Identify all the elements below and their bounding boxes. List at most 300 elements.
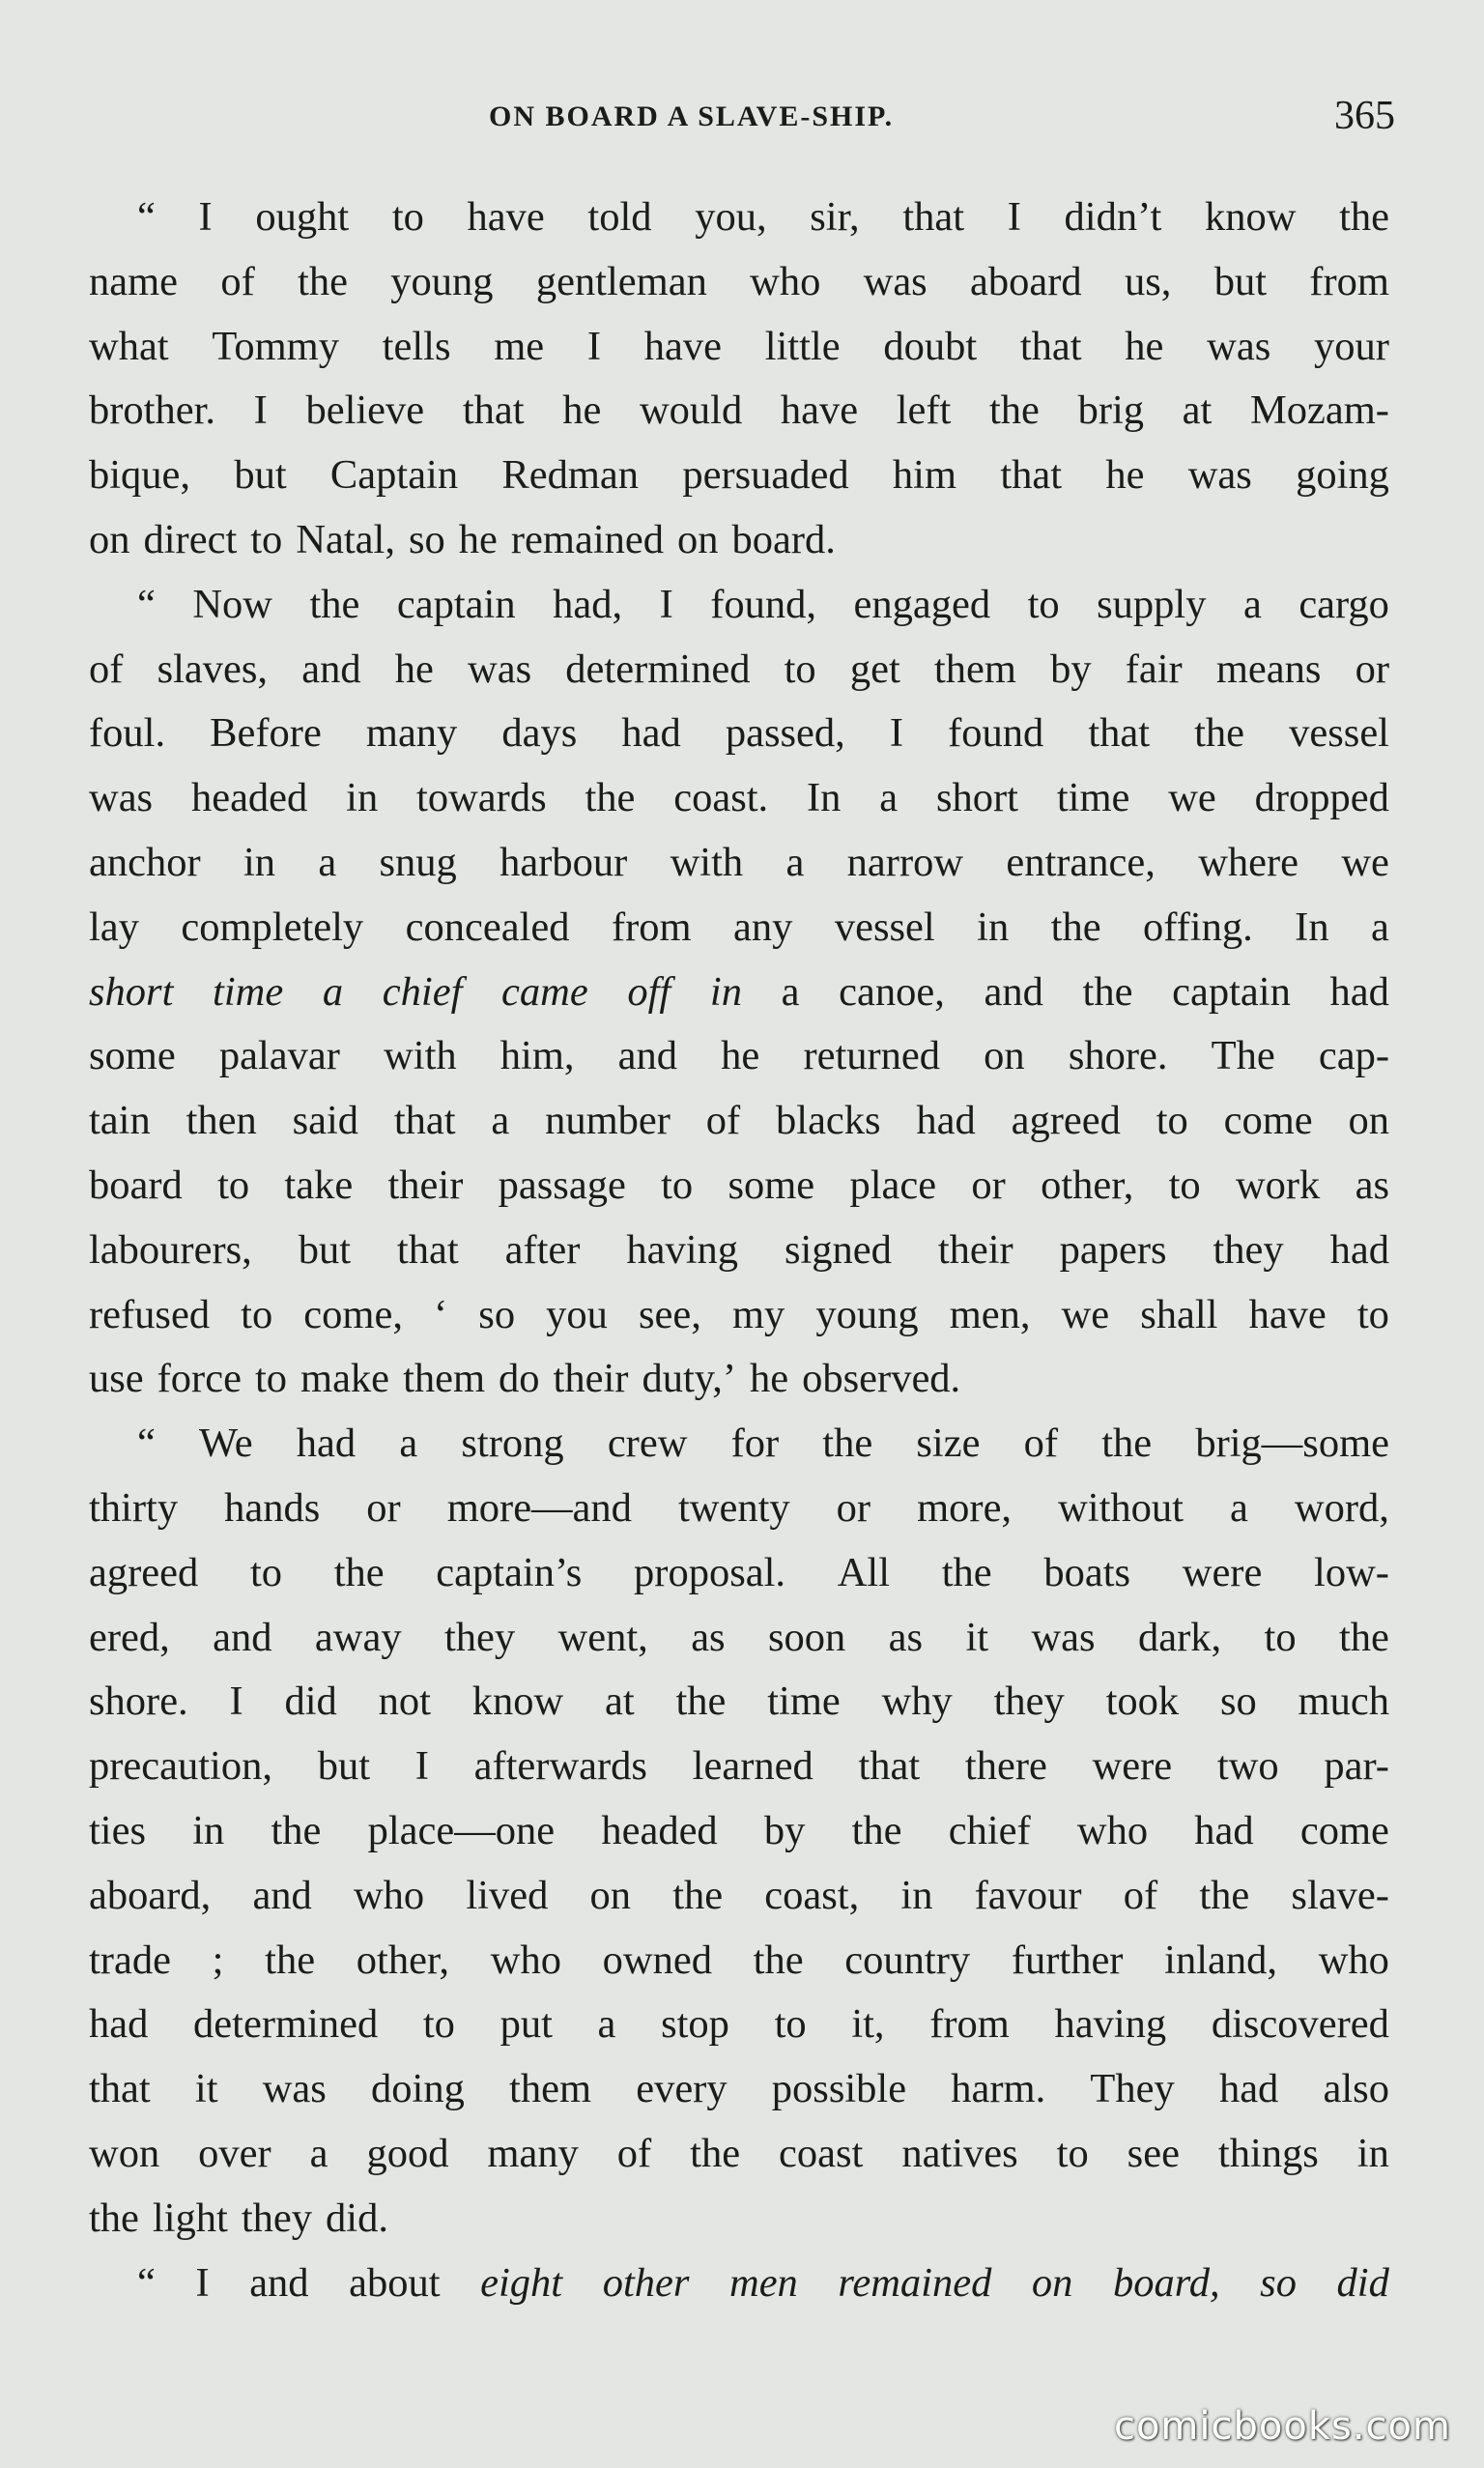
word: was xyxy=(89,775,154,821)
word: a xyxy=(399,1421,418,1467)
word: lay xyxy=(89,904,139,950)
word: lived xyxy=(466,1872,549,1918)
word: harbour xyxy=(499,839,628,885)
word: make xyxy=(300,1356,390,1402)
word: men xyxy=(729,2259,798,2306)
word: have xyxy=(467,194,545,240)
word: crew xyxy=(607,1421,688,1467)
word: to xyxy=(1356,1291,1389,1337)
word: tells xyxy=(382,323,451,369)
word: work xyxy=(1235,1162,1321,1208)
body-text xyxy=(89,186,1389,2315)
word: told xyxy=(587,194,652,240)
word: it xyxy=(194,2066,218,2112)
word: discovered xyxy=(1211,2001,1389,2048)
word: shore. xyxy=(89,1679,188,1725)
word: good xyxy=(366,2130,449,2176)
word: observed. xyxy=(802,1356,961,1402)
word: having xyxy=(626,1226,739,1273)
word: he xyxy=(1125,323,1164,369)
word: come, xyxy=(303,1291,403,1337)
word: remained xyxy=(838,2259,992,2306)
word: had xyxy=(621,710,681,757)
word: their xyxy=(553,1356,629,1402)
word: size xyxy=(916,1421,981,1467)
word: canoe, xyxy=(839,968,945,1015)
word: every xyxy=(636,2066,728,2112)
word: time xyxy=(767,1679,841,1725)
word: from xyxy=(929,2001,1010,2048)
word: that xyxy=(396,1226,459,1273)
word: a xyxy=(491,1098,510,1144)
text-line xyxy=(89,1154,1389,1219)
text-line xyxy=(89,444,1389,508)
word: but xyxy=(317,1743,371,1790)
word: I xyxy=(253,387,268,434)
word: was xyxy=(1187,452,1252,499)
word: in xyxy=(977,904,1010,950)
word: without xyxy=(1058,1484,1184,1531)
word: so xyxy=(478,1291,516,1337)
word: believe xyxy=(305,387,425,434)
text-line xyxy=(89,2252,1389,2316)
word: board xyxy=(89,1162,183,1208)
word: we xyxy=(1168,775,1216,821)
word: captain’s xyxy=(436,1549,583,1595)
word: as xyxy=(691,1614,726,1660)
word: after xyxy=(504,1226,581,1273)
text-line xyxy=(89,766,1389,831)
word: time xyxy=(1056,775,1130,821)
text-line xyxy=(89,1735,1389,1799)
word: me xyxy=(494,323,545,369)
word: foul. xyxy=(89,710,166,757)
word: Now xyxy=(192,581,272,627)
word: having xyxy=(1054,2001,1167,2048)
word: come xyxy=(1223,1098,1313,1144)
word: I xyxy=(229,1679,243,1725)
text-line xyxy=(89,1929,1389,1994)
word: to xyxy=(1264,1614,1297,1660)
word: had, xyxy=(553,581,623,627)
word: soon xyxy=(767,1614,846,1660)
word: take xyxy=(284,1162,354,1208)
text-line xyxy=(89,508,1389,573)
word: know xyxy=(471,1679,564,1725)
word: trade xyxy=(89,1937,171,1983)
word: country xyxy=(844,1937,971,1983)
word: learned xyxy=(692,1743,813,1790)
word: they xyxy=(443,1614,516,1660)
word: it xyxy=(965,1614,989,1660)
text-line xyxy=(89,2057,1389,2122)
word: to xyxy=(1156,1098,1188,1144)
word: to xyxy=(391,194,424,240)
word: off xyxy=(627,968,671,1015)
word: the xyxy=(941,1549,992,1595)
word: of xyxy=(1123,1872,1158,1918)
text-line xyxy=(89,379,1389,444)
word: so xyxy=(1260,2259,1297,2306)
word: took xyxy=(1105,1679,1180,1725)
word: number xyxy=(545,1098,671,1144)
word: dark, xyxy=(1137,1614,1222,1660)
word: par- xyxy=(1324,1743,1389,1790)
word: didn’t xyxy=(1064,194,1162,240)
word: from xyxy=(1309,258,1389,304)
running-title: ON BOARD A SLAVE-SHIP. xyxy=(489,100,895,132)
word: that xyxy=(393,1098,456,1144)
word: had xyxy=(1329,968,1389,1015)
word: determined xyxy=(565,646,751,692)
word: were xyxy=(1092,1743,1173,1790)
word: they xyxy=(993,1679,1065,1725)
word: other, xyxy=(1041,1162,1134,1208)
word: much xyxy=(1298,1679,1389,1725)
word: means xyxy=(1215,646,1322,692)
word: the xyxy=(690,2130,741,2176)
word: then xyxy=(186,1098,257,1144)
word: days xyxy=(501,710,578,757)
word: signed xyxy=(784,1226,892,1273)
word: your xyxy=(1313,323,1389,369)
word: them xyxy=(933,646,1016,692)
word: said xyxy=(292,1098,359,1144)
word: and xyxy=(249,2259,309,2306)
word: snug xyxy=(379,839,457,885)
word: towards xyxy=(416,775,547,821)
word: brig—some xyxy=(1195,1421,1389,1467)
word: direct xyxy=(143,516,238,562)
word: do xyxy=(499,1356,540,1402)
word: about xyxy=(349,2259,441,2306)
word: was xyxy=(262,2066,327,2112)
word: would xyxy=(639,387,743,434)
word: other, xyxy=(356,1937,450,1983)
word: to xyxy=(1168,1162,1201,1208)
word: found xyxy=(948,710,1044,757)
word: the xyxy=(298,258,348,304)
word: completely xyxy=(181,904,364,950)
word: In xyxy=(807,775,842,821)
word: what xyxy=(89,323,169,369)
text-line xyxy=(89,1219,1389,1283)
word: offing. xyxy=(1143,904,1253,950)
word: ought xyxy=(255,194,350,240)
word: brig xyxy=(1077,387,1145,434)
word: I xyxy=(414,1743,429,1790)
word: have xyxy=(780,387,859,434)
word: that xyxy=(902,194,965,240)
word: dropped xyxy=(1254,775,1389,821)
word: of xyxy=(89,646,124,692)
word: who xyxy=(1076,1807,1149,1853)
text-line xyxy=(89,1541,1389,1606)
text-line xyxy=(89,1283,1389,1348)
text-line xyxy=(89,186,1389,250)
text-line xyxy=(89,573,1389,638)
word: slave- xyxy=(1291,1872,1389,1918)
word: boats xyxy=(1043,1549,1131,1595)
text-line xyxy=(89,1670,1389,1735)
word: papers xyxy=(1059,1226,1167,1273)
word: twenty xyxy=(677,1484,790,1531)
word: favour xyxy=(974,1872,1082,1918)
word: engaged xyxy=(853,581,991,627)
word: the xyxy=(265,1937,316,1983)
word: he xyxy=(394,646,434,692)
word: Redman xyxy=(501,452,640,499)
word: low- xyxy=(1314,1549,1389,1595)
word: ; xyxy=(212,1937,224,1983)
word: shore. xyxy=(1068,1033,1168,1079)
text-line xyxy=(89,2187,1389,2252)
word: the xyxy=(1101,1421,1153,1467)
word: entrance, xyxy=(1006,839,1156,885)
word: away xyxy=(314,1614,402,1660)
word: brother. xyxy=(89,387,216,434)
word: coast xyxy=(779,2130,864,2176)
text-line xyxy=(89,250,1389,315)
word: where xyxy=(1198,839,1299,885)
word: gentleman xyxy=(535,258,707,304)
word: ties xyxy=(89,1807,147,1853)
word: passage xyxy=(498,1162,626,1208)
word: also xyxy=(1323,2066,1389,2112)
word: short xyxy=(89,968,174,1015)
word: on xyxy=(1031,2259,1073,2306)
word: we xyxy=(1341,839,1389,885)
word: as xyxy=(1355,1162,1389,1208)
word: came xyxy=(501,968,588,1015)
word: eight xyxy=(480,2259,563,2306)
word: the xyxy=(1050,904,1101,950)
word: was xyxy=(1031,1614,1096,1660)
word: found, xyxy=(710,581,816,627)
word: a xyxy=(318,839,337,885)
word: many xyxy=(487,2130,579,2176)
word: more, xyxy=(917,1484,1013,1531)
word: to xyxy=(784,646,816,692)
word: headed xyxy=(601,1807,718,1853)
text-line xyxy=(89,831,1389,896)
page-number: 365 xyxy=(1334,94,1395,138)
word: other xyxy=(602,2259,690,2306)
word: and xyxy=(984,968,1043,1015)
word: you, xyxy=(695,194,767,240)
word: was xyxy=(468,646,532,692)
word: place—one xyxy=(367,1807,556,1853)
word: with xyxy=(384,1033,457,1079)
word: I xyxy=(198,194,213,240)
word: at xyxy=(604,1679,635,1725)
word: and xyxy=(301,646,361,692)
word: it, xyxy=(851,2001,885,2048)
word: who xyxy=(750,258,821,304)
text-line xyxy=(89,1606,1389,1671)
word: ered, xyxy=(89,1614,170,1660)
word: to xyxy=(249,1549,282,1595)
word: that xyxy=(1019,323,1082,369)
word: the xyxy=(822,1421,873,1467)
word: anchor xyxy=(89,839,201,885)
word: Captain xyxy=(329,452,459,499)
word: the xyxy=(675,1679,727,1725)
word: see, xyxy=(638,1291,701,1337)
word: get xyxy=(849,646,900,692)
text-line xyxy=(89,1864,1389,1929)
word: strong xyxy=(461,1421,564,1467)
word: the xyxy=(585,775,636,821)
word: aboard xyxy=(970,258,1082,304)
word: more—and xyxy=(446,1484,632,1531)
word: them xyxy=(509,2066,592,2112)
word: “ xyxy=(137,1421,156,1467)
word: the xyxy=(753,1937,804,1983)
word: who xyxy=(490,1937,561,1983)
word: and xyxy=(252,1872,312,1918)
word: the xyxy=(672,1872,724,1918)
word: but xyxy=(234,452,287,499)
word: but xyxy=(298,1226,351,1273)
word: him, xyxy=(499,1033,575,1079)
text-line xyxy=(89,1799,1389,1864)
word: owned xyxy=(602,1937,712,1983)
word: come xyxy=(1299,1807,1389,1853)
watermark: comicbooks.com xyxy=(1113,2404,1451,2449)
text-line xyxy=(89,638,1389,703)
word: passed, xyxy=(725,710,845,757)
word: with xyxy=(670,839,744,885)
word: had xyxy=(1218,2066,1279,2112)
word: afterwards xyxy=(473,1743,647,1790)
text-line xyxy=(89,1024,1389,1089)
word: them xyxy=(403,1356,486,1402)
word: any xyxy=(733,904,793,950)
word: he xyxy=(1105,452,1145,499)
word: a xyxy=(1230,1484,1248,1531)
word: coast. xyxy=(673,775,769,821)
text-line xyxy=(89,1347,1389,1412)
word: blacks xyxy=(776,1098,881,1144)
word: the xyxy=(1199,1872,1250,1918)
word: many xyxy=(365,710,458,757)
word: The xyxy=(1211,1033,1275,1079)
word: their xyxy=(387,1162,464,1208)
word: on xyxy=(589,1872,632,1918)
word: was xyxy=(863,258,928,304)
word: to xyxy=(1027,581,1060,627)
word: Natal, xyxy=(296,516,395,562)
word: did xyxy=(1336,2259,1389,2306)
word: aboard, xyxy=(89,1872,212,1918)
word: coast, xyxy=(764,1872,860,1918)
word: slaves, xyxy=(157,646,269,692)
word: in xyxy=(192,1807,225,1853)
word: to xyxy=(241,1291,273,1337)
word: proposal. xyxy=(634,1549,786,1595)
word: returned xyxy=(803,1033,941,1079)
word: he xyxy=(721,1033,760,1079)
word: a xyxy=(879,775,899,821)
word: he xyxy=(562,387,602,434)
word: “ xyxy=(137,194,156,240)
word: to xyxy=(422,2001,455,2048)
word: cargo xyxy=(1298,581,1389,627)
word: us, xyxy=(1124,258,1172,304)
word: we xyxy=(1061,1291,1110,1337)
word: All xyxy=(837,1549,891,1595)
word: captain xyxy=(1172,968,1291,1015)
word: put xyxy=(499,2001,553,2048)
word: vessel xyxy=(1289,710,1389,757)
word: duty,’ xyxy=(642,1356,737,1402)
word: the xyxy=(1338,1614,1389,1660)
word: Mozam- xyxy=(1249,387,1389,434)
word: remained xyxy=(510,516,665,562)
word: a xyxy=(1242,581,1262,627)
word: went, xyxy=(557,1614,648,1660)
word: hands xyxy=(224,1484,321,1531)
word: had xyxy=(1194,1807,1254,1853)
word: that xyxy=(89,2066,151,2112)
word: the xyxy=(851,1807,902,1853)
word: in xyxy=(346,775,379,821)
word: headed xyxy=(190,775,308,821)
word: I xyxy=(659,581,673,627)
word: that xyxy=(858,1743,921,1790)
word: tain xyxy=(89,1098,151,1144)
word: or xyxy=(1355,646,1389,692)
word: natives xyxy=(901,2130,1018,2176)
word: the xyxy=(89,2195,139,2241)
word: “ xyxy=(137,2259,156,2306)
word: a xyxy=(781,968,800,1015)
word: him xyxy=(892,452,957,499)
text-line xyxy=(89,1412,1389,1477)
word: cap- xyxy=(1318,1033,1389,1079)
word: refused xyxy=(89,1291,211,1337)
word: word, xyxy=(1294,1484,1389,1531)
word: the xyxy=(1194,710,1245,757)
word: over xyxy=(198,2130,271,2176)
word: board. xyxy=(731,516,836,562)
word: shall xyxy=(1140,1291,1218,1337)
word: they xyxy=(241,2195,313,2241)
word: in xyxy=(709,968,742,1015)
word: know xyxy=(1204,194,1297,240)
word: time xyxy=(213,968,284,1015)
word: chief xyxy=(948,1807,1031,1853)
word: harm. xyxy=(951,2066,1046,2112)
word: I xyxy=(195,2259,210,2306)
word: the xyxy=(1339,194,1389,240)
word: that xyxy=(1000,452,1063,499)
word: In xyxy=(1295,904,1329,950)
word: or xyxy=(366,1484,401,1531)
word: supply xyxy=(1097,581,1207,627)
word: to xyxy=(250,516,283,562)
word: two xyxy=(1216,1743,1279,1790)
word: the xyxy=(271,1807,322,1853)
word: left xyxy=(896,387,952,434)
word: I xyxy=(1007,194,1021,240)
word: a xyxy=(597,2001,616,2048)
word: my xyxy=(731,1291,785,1337)
word: the xyxy=(309,581,360,627)
word: was xyxy=(1207,323,1271,369)
word: little xyxy=(764,323,841,369)
